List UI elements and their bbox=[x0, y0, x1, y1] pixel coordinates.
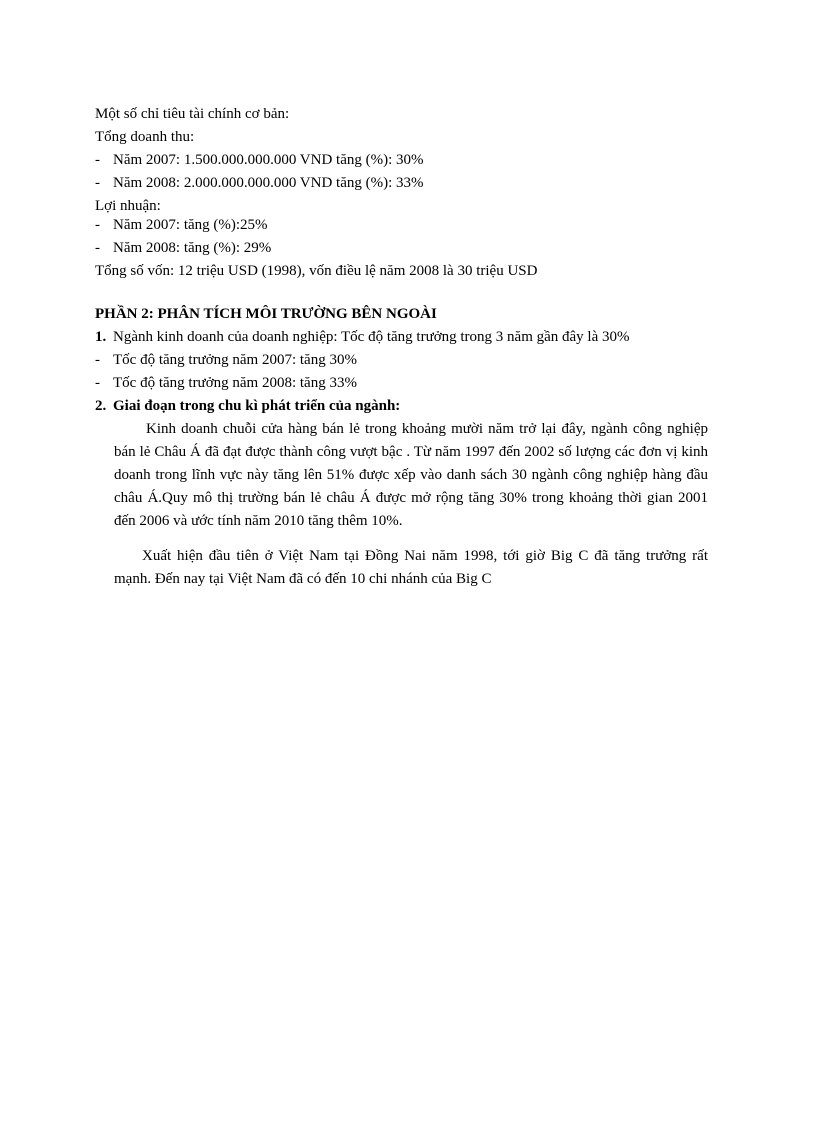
revenue-item-text: Năm 2008: 2.000.000.000.000 VND tăng (%): 33% bbox=[113, 175, 424, 191]
financial-intro: Một số chỉ tiêu tài chính cơ bản: bbox=[95, 106, 290, 122]
revenue-label: Tổng doanh thu: bbox=[95, 129, 195, 145]
list-number: 2. bbox=[95, 398, 107, 414]
growth-item-text: Tốc độ tăng trưởng năm 2007: tăng 30% bbox=[113, 352, 357, 368]
list-item-2 bbox=[95, 395, 400, 418]
list-item-1-text: Ngành kinh doanh của doanh nghiệp: Tốc độ tăng trưởng trong 3 năm gần đây là 30% bbox=[113, 329, 630, 345]
bullet-dash: - bbox=[95, 240, 100, 256]
bullet-dash: - bbox=[95, 352, 100, 368]
list-item-2-title: Giai đoạn trong chu kì phát triển của ngành: bbox=[113, 398, 401, 414]
bullet-dash: - bbox=[95, 152, 100, 168]
growth-item bbox=[95, 349, 357, 372]
list-item-1 bbox=[95, 326, 630, 349]
section-heading: PHẦN 2: PHÂN TÍCH MÔI TRƯỜNG BÊN NGOÀI bbox=[95, 306, 437, 322]
capital-line: Tổng số vốn: 12 triệu USD (1998), vốn điều lệ năm 2008 là 30 triệu USD bbox=[95, 263, 538, 279]
growth-item-text: Tốc độ tăng trưởng năm 2008: tăng 33% bbox=[113, 375, 357, 391]
profit-item bbox=[95, 214, 268, 237]
list-number: 1. bbox=[95, 329, 107, 345]
bullet-dash: - bbox=[95, 175, 100, 191]
revenue-item-text: Năm 2007: 1.500.000.000.000 VND tăng (%): 30% bbox=[113, 152, 424, 168]
bullet-dash: - bbox=[95, 375, 100, 391]
revenue-item bbox=[95, 172, 424, 195]
profit-item-text: Năm 2007: tăng (%):25% bbox=[113, 217, 268, 233]
profit-item-text: Năm 2008: tăng (%): 29% bbox=[113, 240, 272, 256]
profit-label: Lợi nhuận: bbox=[95, 198, 161, 214]
paragraph-bigc: Xuất hiện đầu tiên ở Việt Nam tại Đồng Nai năm 1998, tới giờ Big C đã tăng trưởng rất mạnh. Đến nay tại Việt Nam đã có đến 10 chi nhánh của Big C bbox=[114, 548, 708, 587]
profit-item bbox=[95, 237, 271, 260]
bullet-dash: - bbox=[95, 217, 100, 233]
paragraph-industry: Kinh doanh chuỗi cửa hàng bán lẻ trong khoảng mười năm trở lại đây, ngành công nghiệp bán lẻ Châu Á đã đạt được thành công vượt bậc . Từ năm 1997 đến 2002 số lượng các đơn vị kinh doanh trong lĩnh vực này tăng lên 51% được xếp vào danh sách 30 ngành công nghiệp hàng đầu châu Á.Quy mô thị trường bán lẻ châu Á được mở rộng tăng 30% trong khoảng thời gian 2001 đến 2006 và ước tính năm 2010 tăng thêm 10%. bbox=[114, 421, 708, 529]
growth-item bbox=[95, 372, 357, 395]
revenue-item bbox=[95, 149, 424, 172]
